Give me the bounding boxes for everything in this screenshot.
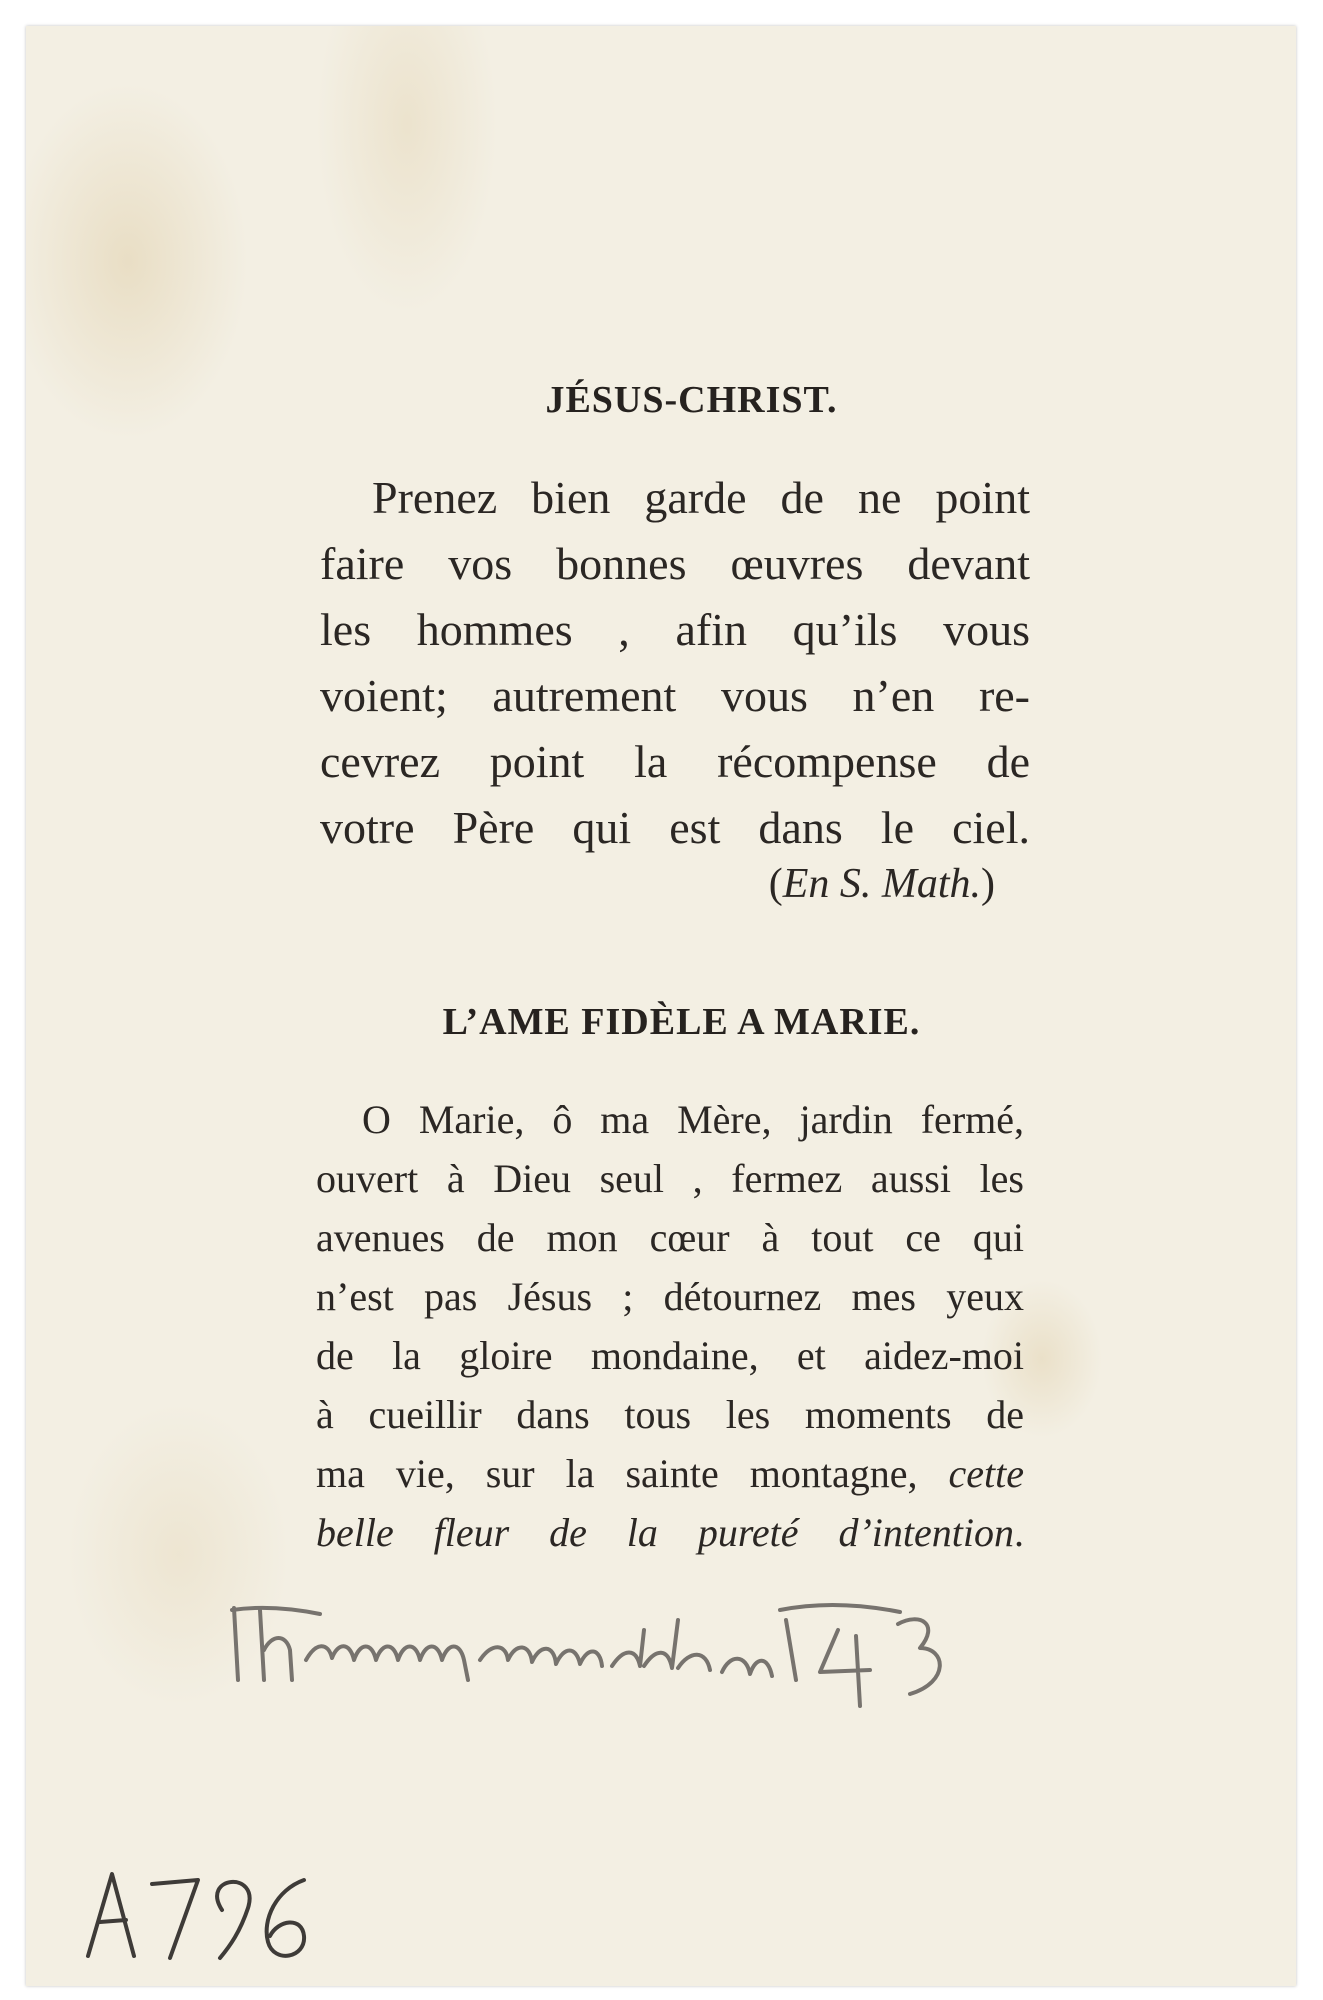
scripture-line: votre Père qui est dans le ciel. xyxy=(320,802,1030,853)
prayer-line: ouvert à Dieu seul , fermez aussi les xyxy=(316,1156,1024,1201)
prayer-line-italic: belle fleur de la pureté d’intention xyxy=(316,1510,1014,1555)
prayer-line: O Marie, ô ma Mère, jardin fermé, xyxy=(362,1097,1024,1142)
scripture-line: les hommes , afin qu’ils vous xyxy=(320,604,1030,655)
prayer-line xyxy=(316,1444,1024,1503)
inventory-number xyxy=(82,1860,312,1970)
prayer-line-end: . xyxy=(1014,1510,1024,1555)
reference-open-paren: ( xyxy=(768,861,783,907)
pencil-address-note xyxy=(220,1590,1020,1730)
prayer-line: de la gloire mondaine, et aidez-moi xyxy=(316,1333,1024,1378)
prayer-line: n’est pas Jésus ; détournez mes yeux xyxy=(316,1274,1024,1319)
prayer-line: avenues de mon cœur à tout ce qui xyxy=(316,1215,1024,1260)
reference-text: En S. Math. xyxy=(782,861,981,907)
scripture-reference xyxy=(600,860,995,908)
scripture-line: Prenez bien garde de ne point xyxy=(372,472,1030,523)
scripture-paragraph xyxy=(320,465,1030,861)
scripture-line: faire vos bonnes œuvres devant xyxy=(320,538,1030,589)
prayer-paragraph xyxy=(316,1090,1024,1562)
prayer-line-roman: ma vie, sur la sainte montagne, xyxy=(316,1451,918,1496)
reference-close-paren: ) xyxy=(981,861,995,907)
scripture-line: voient; autrement vous n’en re- xyxy=(320,670,1030,721)
prayer-line xyxy=(316,1503,1024,1562)
prayer-line-italic: cette xyxy=(948,1451,1024,1496)
scripture-line: cevrez point la récompense de xyxy=(320,736,1030,787)
heading-jesus-christ: JÉSUS-CHRIST. xyxy=(545,379,838,421)
prayer-line: à cueillir dans tous les moments de xyxy=(316,1392,1024,1437)
heading-ame-fidele: L’AME FIDÈLE A MARIE. xyxy=(442,1001,921,1043)
